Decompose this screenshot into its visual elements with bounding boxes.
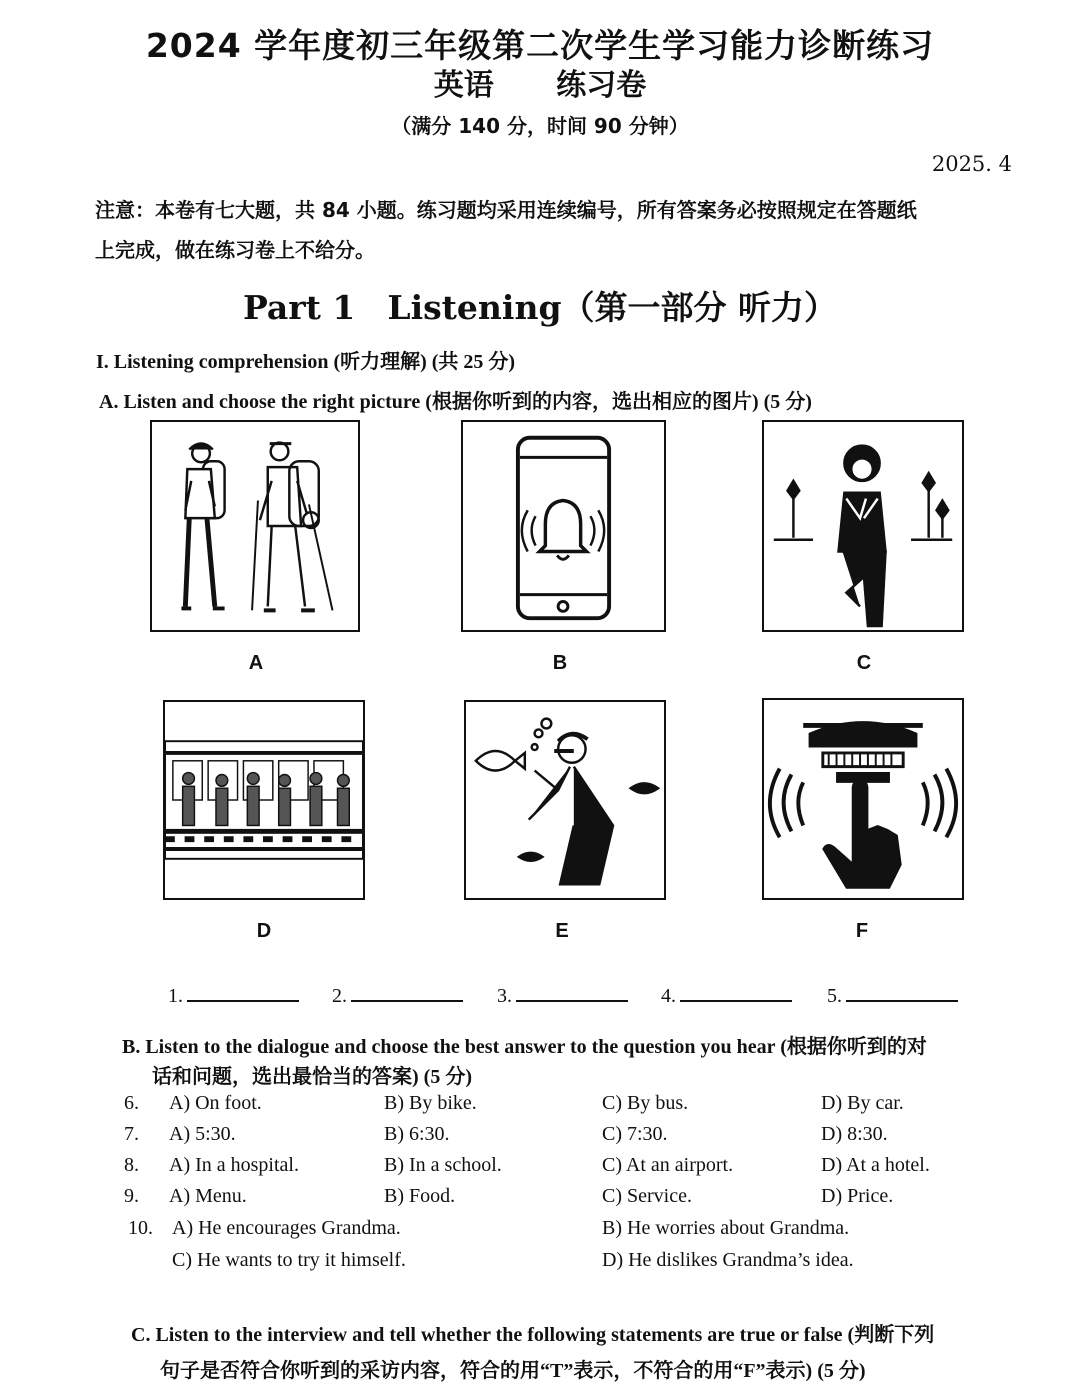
section-1-title: I. Listening comprehension (听力理解) (共 25 分) (96, 351, 516, 373)
option-6c: C) By bus. (602, 1092, 689, 1114)
notice-line-2: 上完成，做在练习卷上不给分。 (95, 238, 375, 262)
option-9d: D) Price. (821, 1185, 894, 1207)
answer-blank-1[interactable]: 1. (168, 982, 299, 1008)
picture-a (150, 420, 360, 632)
answer-blank-4[interactable]: 4. (661, 982, 792, 1008)
train-platform-icon (165, 702, 363, 898)
notice (95, 190, 1015, 270)
answer-blank-5[interactable]: 5. (827, 982, 958, 1008)
picture-d-label: D (256, 920, 272, 942)
picture-c-label: C (856, 652, 872, 674)
picture-d (163, 700, 365, 900)
hikers-icon (152, 422, 358, 630)
answer-blank-3[interactable]: 3. (497, 982, 628, 1008)
phone-bell-icon (463, 422, 664, 630)
option-10b: B) He worries about Grandma. (602, 1217, 850, 1239)
answer-blank-2[interactable]: 2. (332, 982, 463, 1008)
option-9a: A) Menu. (169, 1185, 247, 1207)
picture-e-label: E (555, 920, 569, 942)
subject-label: 英语 (433, 68, 494, 103)
option-10a: A) He encourages Grandma. (172, 1217, 401, 1239)
exam-date: 2025. 4 (931, 152, 1012, 176)
option-7d: D) 8:30. (821, 1123, 888, 1145)
picture-c (762, 420, 964, 632)
notice-line-1: 注意：本卷有七大题，共 84 小题。练习题均采用连续编号，所有答案务必按照规定在答题纸 (95, 198, 917, 222)
option-8a: A) In a hospital. (169, 1154, 299, 1176)
option-8b: B) In a school. (384, 1154, 502, 1176)
option-6b: B) By bike. (384, 1092, 477, 1114)
diver-fish-icon (466, 702, 664, 898)
section-c-title-1: C. Listen to the interview and tell whether the following statements are true or false (判断下列 (131, 1324, 935, 1346)
picture-b (461, 420, 666, 632)
paper-type-label: 练习卷 (556, 68, 647, 103)
picture-f (762, 698, 964, 900)
picture-b-label: B (552, 652, 568, 674)
option-10d: D) He dislikes Grandma’s idea. (602, 1249, 854, 1271)
picture-e (464, 700, 666, 900)
option-7b: B) 6:30. (384, 1123, 450, 1145)
exam-info: （满分 140 分，时间 90 分钟） (391, 114, 689, 138)
option-6a: A) On foot. (169, 1092, 262, 1114)
picture-f-label: F (855, 920, 869, 942)
section-a-title: A. Listen and choose the right picture (根据你听到的内容，选出相应的图片) (5 分) (99, 391, 812, 413)
section-b-title-1: B. Listen to the dialogue and choose the best answer to the question you hear (根据你听到的对 (122, 1036, 927, 1058)
option-9c: C) Service. (602, 1185, 692, 1207)
part-number: Part 1 (242, 288, 356, 327)
option-8d: D) At a hotel. (821, 1154, 930, 1176)
picture-a-label: A (248, 652, 264, 674)
part-title: Listening（第一部分 听力） (387, 288, 838, 327)
option-10c: C) He wants to try it himself. (172, 1249, 406, 1271)
smoke-alarm-icon (764, 700, 962, 898)
part-heading (0, 282, 1080, 329)
option-6d: D) By car. (821, 1092, 904, 1114)
option-7a: A) 5:30. (169, 1123, 236, 1145)
exam-title: 2024 学年度初三年级第二次学生学习能力诊断练习 (145, 26, 935, 65)
option-8c: C) At an airport. (602, 1154, 734, 1176)
option-7c: C) 7:30. (602, 1123, 668, 1145)
option-9b: B) Food. (384, 1185, 456, 1207)
exam-subtitle (0, 60, 1080, 104)
section-b-title-2: 话和问题，选出最恰当的答案) (5 分) (152, 1066, 472, 1088)
yoga-icon (764, 422, 962, 630)
section-c-title-2: 句子是否符合你听到的采访内容，符合的用“T”表示，不符合的用“F”表示) (5 分) (160, 1360, 866, 1382)
